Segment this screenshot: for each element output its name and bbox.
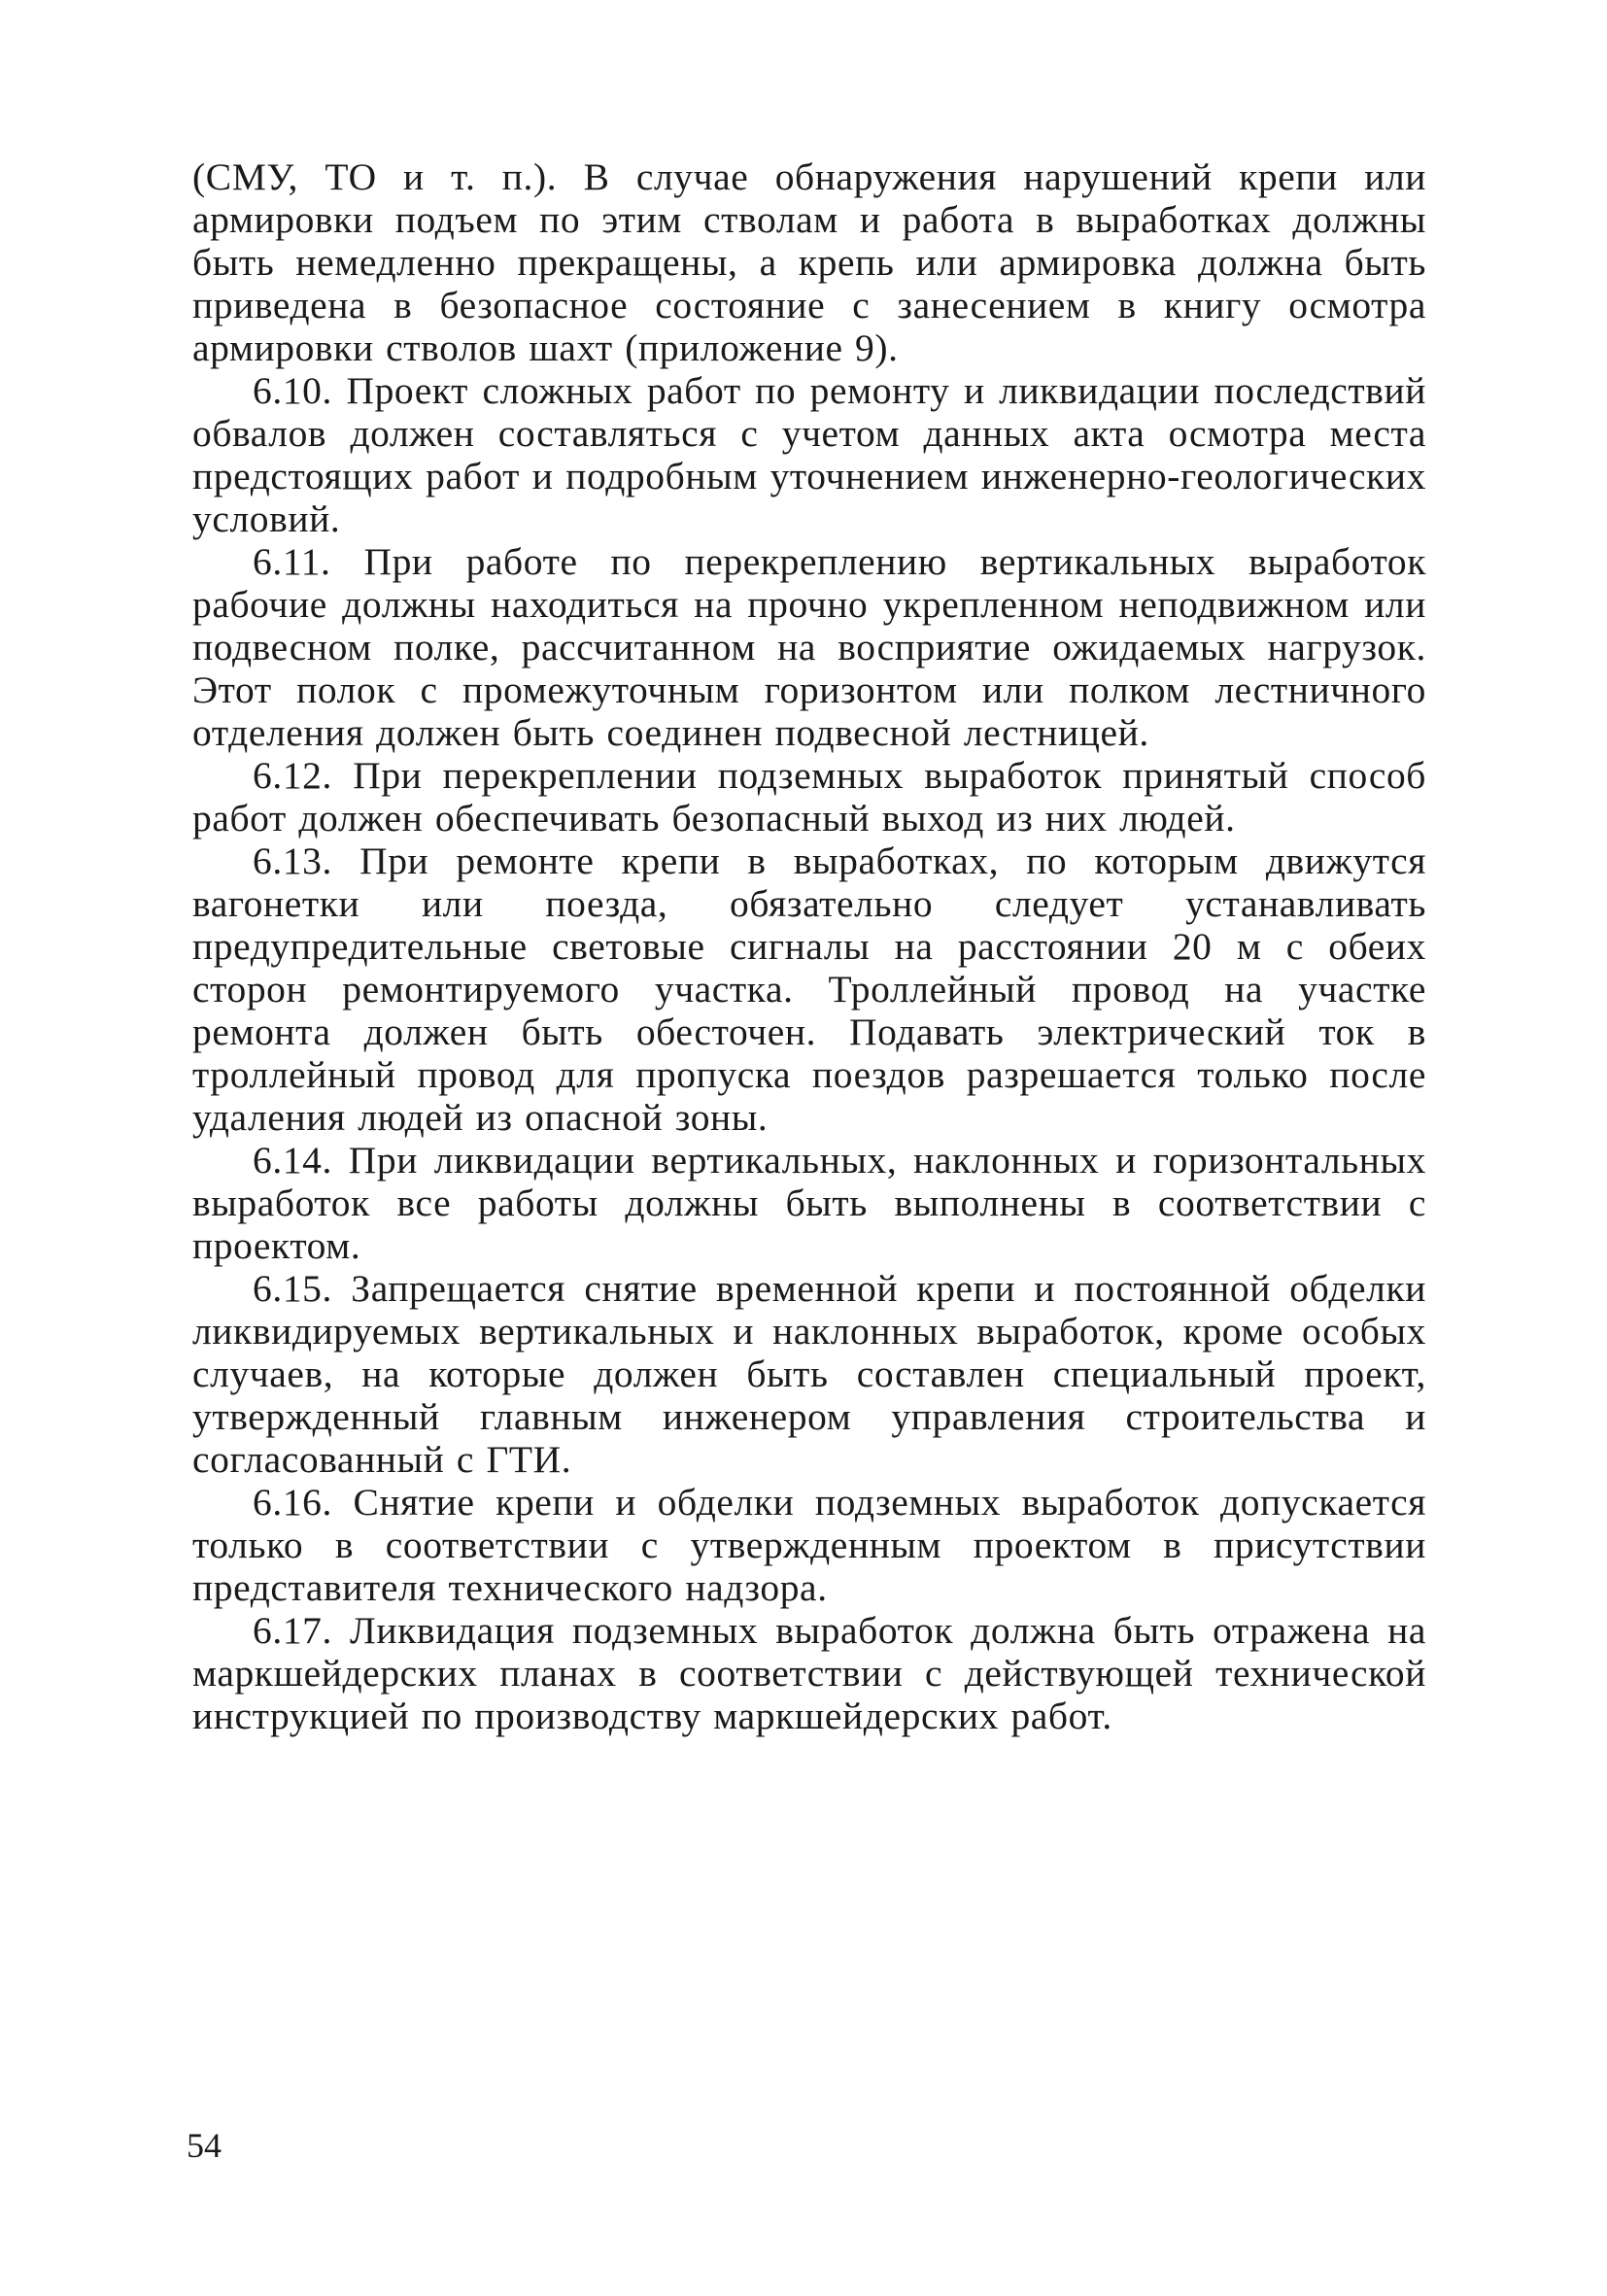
paragraph-6-14: 6.14. При ликвидации вертикальных, наклонных и горизонтальных выработок все работы должны быть выполнены в соответствии с проектом. (192, 1139, 1426, 1267)
paragraph-6-16: 6.16. Снятие крепи и обделки подземных выработок допускается только в соответствии с утвержденным проектом в присутствии представителя технического надзора. (192, 1481, 1426, 1609)
paragraph-6-11: 6.11. При работе по перекреплению вертикальных выработок рабочие должны находиться на прочно укрепленном неподвижном или подвесном полке, рассчитанном на восприятие ожидаемых нагрузок. Этот полок с промежуточным горизонтом или полком лестничного отделения должен быть соединен подвесной лестницей. (192, 540, 1426, 754)
paragraph-continuation: (СМУ, ТО и т. п.). В случае обнаружения нарушений крепи или армировки подъем по этим стволам и работа в выработках должны быть немедленно прекращены, а крепь или армировка должна быть приведена в безопасное состояние с занесением в книгу осмотра армировки стволов шахт (приложение 9). (192, 155, 1426, 369)
paragraph-6-15: 6.15. Запрещается снятие временной крепи и постоянной обделки ликвидируемых вертикальных и наклонных выработок, кроме особых случаев, на которые должен быть составлен специальный проект, утвержденный главным инженером управления строительства и согласованный с ГТИ. (192, 1267, 1426, 1481)
paragraph-6-10: 6.10. Проект сложных работ по ремонту и ликвидации последствий обвалов должен составляться с учетом данных акта осмотра места предстоящих работ и подробным уточнением инженерно-геологических условий. (192, 369, 1426, 540)
paragraph-6-13: 6.13. При ремонте крепи в выработках, по которым движутся вагонетки или поезда, обязательно следует устанавливать предупредительные световые сигналы на расстоянии 20 м с обеих сторон ремонтируемого участка. Троллейный провод на участке ремонта должен быть обесточен. Подавать электрический ток в троллейный провод для пропуска поездов разрешается только после удаления людей из опасной зоны. (192, 840, 1426, 1139)
paragraph-6-12: 6.12. При перекреплении подземных выработок принятый способ работ должен обеспечивать безопасный выход из них людей. (192, 754, 1426, 840)
paragraph-6-17: 6.17. Ликвидация подземных выработок должна быть отражена на маркшейдерских планах в соответствии с действующей технической инструкцией по производству маркшейдерских работ. (192, 1609, 1426, 1737)
page-number: 54 (187, 2126, 222, 2165)
page-body (192, 155, 1426, 1737)
